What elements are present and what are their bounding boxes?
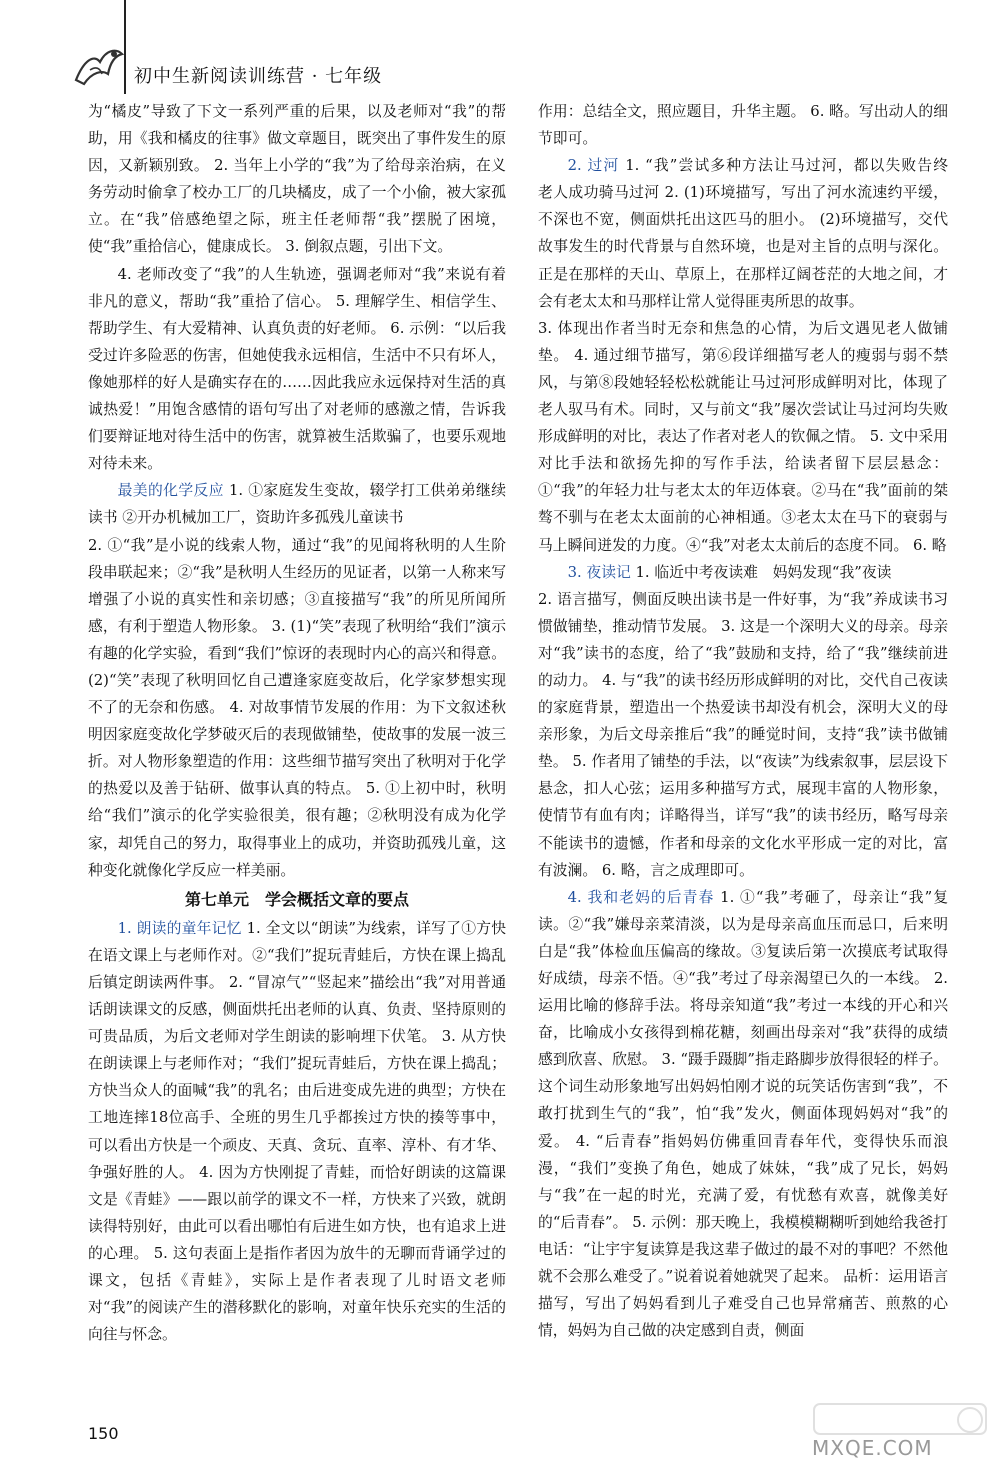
section-paragraph (88, 477, 506, 531)
page-header (0, 0, 1000, 96)
watermark-text: MXQE.COM (812, 1436, 933, 1460)
paragraph: 4. 老师改变了“我”的人生轨迹，强调老师对“我”来说有着非凡的意义，帮助“我”重拾了信心。 5. 理解学生、相信学生、帮助学生、有大爱精神、认真负责的好老师。 6. 示例：“以后我受过许多险恶的伤害，但她使我永远相信，生活中不只有坏人，像她那样的好人是确实存在的……因此我应永远保持对生活的真诚热爱！”用饱含感情的语句写出了对老师的感激之情，告诉我们要辩证地对待生活中的伤害，就算被生活欺骗了，也要乐观地对待未来。 (88, 265, 506, 473)
left-column (88, 98, 506, 1348)
paragraph: 作用：总结全文，照应题目，升华主题。 6. 略。写出动人的细节即可。 (538, 103, 948, 148)
section-paragraph (538, 152, 963, 315)
unit-title: 第七单元 学会概括文章的要点 (184, 889, 409, 909)
paragraph: 2. 语言描写，侧面反映出读书是一件好事，为“我”养成读书习惯做铺垫，推动情节发展。 3. 这是一个深明大义的母亲。母亲对“我”读书的态度，给了“我”鼓励和支持，给了“我”继续前进的动力。 4. 与“我”的读书经历形成鲜明的对比，交代自己夜读的家庭背景，塑造出一个热爱读书却没有机会，深明大义的母亲形象，为后文母亲推后“我”的睡觉时间，支持“我”读书做铺垫。 5. 作者用了铺垫的手法，以“夜读”为线索叙事，层层设下悬念，扣人心弦；运用多种描写方式，展现丰富的人物形象，使情节有血有肉；详略得当，详写“我”的读书经历，略写母亲不能读书的遗憾，作者和母亲的文化水平形成一定的对比，富有波澜。 6. 略，言之成理即可。 (538, 590, 948, 879)
section-text: 1. “我”尝试多种方法让马过河，都以失败告终 老人成功骑马过河 2. (1)环境描写，写出了河水流速约平缓，不深也不宽，侧面烘托出这匹马的胆小。 (2)环境描写，交代故事发生的时代背景与自然环境，也是对主旨的点明与深化。正是在那样的天山、草原上，在那样辽阔苍茫的大地之间，才会有老太太和马那样让常人觉得匪夷所思的故事。 (538, 157, 963, 310)
section-paragraph (538, 559, 948, 586)
section-title: 3. 夜读记 (567, 563, 631, 581)
section-title: 1. 朗读的童年记忆 (117, 919, 242, 937)
section-text: 1. ①家庭发生变故，辍学打工供弟弟继续读书 ②开办机械加工厂，资助许多孤残儿童读书 (88, 482, 506, 527)
section-title: 2. 过河 (567, 157, 620, 175)
section-text: 1. 全文以“朗读”为线索，详写了①方快在语文课上与老师作对。②“我们”捉玩青蛙后，方快在课上捣乱后镇定朗读两件事。 2. “冒凉气”“竖起来”描绘出“我”对用普通话朗读课文的反感，侧面烘托出老师的认真、负责、坚持原则的可贵品质，为后文老师对学生朗读的影响埋下伏笔。 3. 从方快在朗读课上与老师作对；“我们”捉玩青蛙后，方快在课上捣乱；方快当众人的面喊“我”的乳名；由后进变成先进的典型；方快在工地连摔18位高手、全班的男生几乎都挨过方快的揍等事中，可以看出方快是一个顽皮、天真、贪玩、直率、淳朴、有才华、争强好胜的人。 4. 因为方快刚捉了青蛙，而恰好朗读的这篇课文是《青蛙》——跟以前学的课文不一样，方快来了兴致，就朗读得特别好，由此可以看出哪怕有后进生如方快，也有追求上进的心理。 5. 这句表面上是指作者因为放牛的无聊而背诵学过的课文，包括《青蛙》，实际上是作者表现了儿时语文老师对“我”的阅读产生的潜移默化的影响，对童年快乐充实的生活的向往与怀念。 (88, 919, 506, 1344)
header-divider (124, 0, 126, 94)
paragraph: 为“橘皮”导致了下文一系列严重的后果，以及老师对“我”的帮助，用《我和橘皮的往事》做文章题目，既突出了事件发生的原因，又新颖别致。 2. 当年上小学的“我”为了给母亲治病，在义务劳动时偷拿了校办工厂的几块橘皮，成了一个小偷，被大家孤立。在“我”倍感绝望之际，班主任老师帮“我”摆脱了困境，使“我”重拾信心，健康成长。 3. 倒叙点题，引出下文。 (88, 103, 506, 256)
paragraph: 2. ①“我”是小说的线索人物，通过“我”的见闻将秋明的人生阶段串联起来；②“我”是秋明人生经历的见证者，以第一人称来写增强了小说的真实性和亲切感；③直接描写“我”的所见所闻所感，有利于塑造人物形象。 3. (1)“笑”表现了秋明给“我们”演示有趣的化学实验，看到“我们”惊讶的表现时内心的高兴和得意。 (2)“笑”表现了秋明回忆自己遭逢家庭变故后，化学家梦想实现不了的无奈和伤感。 4. 对故事情节发展的作用：为下文叙述秋明因家庭变故化学梦破灭后的表现做铺垫，使故事的发展一波三折。对人物形象塑造的作用：这些细节描写突出了秋明对于化学的热爱以及善于钻研、做事认真的特点。 5. ①上初中时，秋明给“我们”演示的化学实验很美，很有趣；②秋明没有成为化学家，却凭自己的努力，取得事业上的成功，并资助孤残儿童，这种变化就像化学反应一样美丽。 (88, 536, 506, 879)
book-logo-icon (70, 40, 126, 92)
section-text: 1. 临近中考夜读难 妈妈发现“我”夜读 (630, 563, 892, 581)
paragraph: 3. 体现出作者当时无奈和焦急的心情，为后文遇见老人做铺垫。 4. 通过细节描写，第⑥段详细描写老人的瘦弱与弱不禁风，与第⑧段她轻轻松松就能让马过河形成鲜明对比，体现了老人驭马有术。同时，又与前文“我”屡次尝试让马过河均失败形成鲜明的对比，表达了作者对老人的钦佩之情。 5. 文中采用对比手法和欲扬先抑的写作手法，给读者留下层层悬念：①“我”的年轻力壮与老太太的年迈体衰。②马在“我”面前的桀骜不驯与在老太太面前的心神相通。③老太太在马下的衰弱与马上瞬间迸发的力度。④“我”对老太太前后的态度不同。 6. 略 (538, 319, 948, 554)
section-title: 4. 我和老妈的后青春 (567, 888, 715, 906)
right-column (538, 98, 963, 1344)
page-number: 150 (88, 1424, 119, 1443)
section-title: 最美的化学反应 (117, 482, 224, 500)
section-paragraph (538, 884, 948, 1345)
section-text: 1. ①“我”考砸了，母亲让“我”复读。②“我”嫌母亲菜清淡，以为是母亲高血压而忌口，后来明白是“我”体检血压偏高的缘故。③复读后第一次摸底考试取得好成绩，母亲不悟。④“我”考过了母亲渴望已久的一本线。 2. 运用比喻的修辞手法。将母亲知道“我”考过一本线的开心和兴奋，比喻成小女孩得到棉花糖，刻画出母亲对“我”获得的成绩感到欣喜、欣慰。 3. “蹑手蹑脚”指走路脚步放得很轻的样子。这个词生动形象地写出妈妈怕刚才说的玩笑话伤害到“我”，不敢打扰到生气的“我”，怕“我”发火，侧面体现妈妈对“我”的爱。 4. “后青春”指妈妈仿佛重回青春年代，变得快乐而浪漫，“我们”变换了角色，她成了妹妹，“我”成了兄长，妈妈与“我”在一起的时光，充满了爱，有忧愁有欢喜，就像美好的“后青春”。 5. 示例：那天晚上，我模模糊糊听到她给我爸打电话：“让宇宇复读算是我这辈子做过的最不对的事吧？不然他就不会那么难受了。”说着说着她就哭了起来。 品析：运用语言描写，写出了妈妈看到儿子难受自己也异常痛苦、煎熬的心情，妈妈为自己做的决定感到自责，侧面 (538, 888, 948, 1340)
section-paragraph (88, 915, 506, 1349)
header-title: 初中生新阅读训练营 · 七年级 (134, 66, 383, 87)
